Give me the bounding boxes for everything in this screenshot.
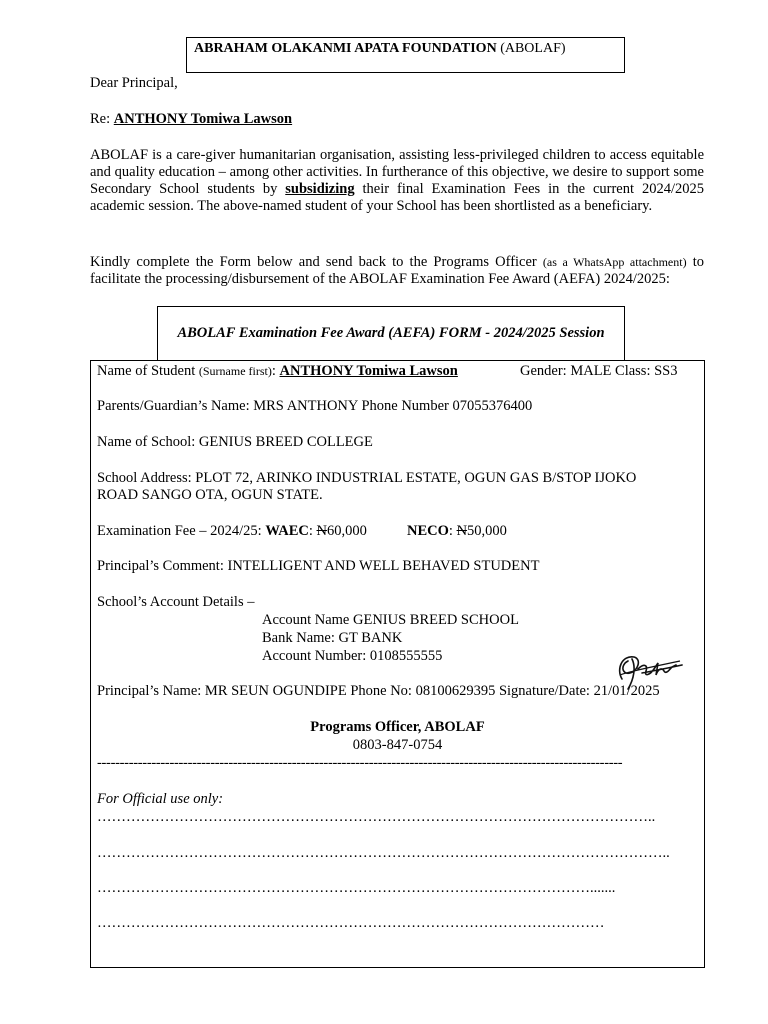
officer-title: Programs Officer, ABOLAF [310, 719, 485, 735]
neco-separator: : [448, 523, 457, 539]
form-box [90, 360, 705, 968]
salutation: Dear Principal, [90, 75, 178, 91]
account-number: Account Number: 0108555555 [262, 648, 443, 664]
instruction-note: (as a WhatsApp attachment) [542, 255, 687, 269]
intro-paragraph [90, 147, 704, 215]
instruction-text-start: Kindly complete the Form below and send back to the Programs Officer [90, 254, 543, 270]
exam-fee-row [97, 523, 367, 540]
org-abbr: (ABOLAF) [500, 41, 566, 56]
neco-label: NECO [407, 523, 449, 539]
student-name-hint: (Surname first) [198, 364, 272, 378]
divider: -------------------------------------------------------------------------------------------------------------------- [97, 755, 623, 771]
neco-naira-sign: N [456, 523, 468, 539]
intro-text-start: ABOLAF is a care-giver humanitarian organisation, assisting less-privileged children to access equitable and quality education – among other activities. In furtherance of this objective, we desire to support some Secondary School students by [90, 147, 704, 197]
principal-comment: Principal’s Comment: INTELLIGENT AND WELL BEHAVED STUDENT [97, 558, 540, 574]
form-title-box [157, 306, 625, 360]
waec-naira-sign: N [316, 523, 327, 539]
waec-amount: 60,000 [327, 523, 367, 539]
student-name-value: ANTHONY Tomiwa Lawson [279, 363, 458, 379]
official-line-2: ……………………………………………………………………………………………………….. [97, 845, 670, 861]
official-line-3: …………………………………………………………………………………………....... [97, 880, 616, 896]
school-name-row: Name of School: GENIUS BREED COLLEGE [97, 434, 373, 450]
instruction-paragraph [90, 254, 704, 288]
bank-name: Bank Name: GT BANK [262, 630, 403, 646]
re-student-name: ANTHONY Tomiwa Lawson [113, 111, 293, 127]
account-name: Account Name GENIUS BREED SCHOOL [262, 612, 519, 628]
account-heading: School’s Account Details – [97, 594, 255, 610]
re-label: Re: [90, 111, 114, 127]
school-address-line2: ROAD SANGO OTA, OGUN STATE. [97, 487, 323, 503]
guardian-row: Parents/Guardian’s Name: MRS ANTHONY Phone Number 07055376400 [97, 398, 533, 414]
intro-text-end: their final Examination Fees in the current 2024/2025 academic session. The above-named student of your School has been shortlisted as a beneficiary. [90, 181, 704, 214]
official-line-4: …………………………………………………………………………………………… [97, 915, 605, 931]
waec-label: WAEC [265, 523, 309, 539]
principal-details: Principal’s Name: MR SEUN OGUNDIPE Phone No: 08100629395 Signature/Date: 21/01/2025 [97, 683, 660, 699]
waec-separator: : [308, 523, 317, 539]
neco-amount: 50,000 [467, 523, 507, 539]
form-title: ABOLAF Examination Fee Award (AEFA) FORM - 2024/2025 Session [177, 325, 605, 341]
student-name-label: Name of Student [97, 363, 199, 379]
neco-fee [407, 523, 507, 540]
officer-phone: 0803-847-0754 [352, 737, 443, 753]
re-line [90, 111, 292, 128]
org-name: ABRAHAM OLAKANMI APATA FOUNDATION [194, 41, 497, 56]
official-line-1: …………………………………………………………………………………………………….. [97, 809, 656, 825]
official-use-label: For Official use only: [97, 791, 224, 807]
instruction-text-end: to facilitate the processing/disbursement of the ABOLAF Examination Fee Award (AEFA) 2024/2025: [90, 254, 705, 287]
intro-emphasis: subsidizing [285, 181, 355, 197]
school-address-line1: School Address: PLOT 72, ARINKO INDUSTRIAL ESTATE, OGUN GAS B/STOP IJOKO [97, 470, 637, 486]
student-name-colon: : [271, 363, 280, 379]
exam-fee-label: Examination Fee – 2024/25: [97, 523, 266, 539]
letterhead-box [186, 37, 625, 73]
letterhead-text [194, 40, 566, 57]
gender-class: Gender: MALE Class: SS3 [520, 363, 678, 379]
student-name-row [97, 363, 458, 380]
signature-icon [612, 649, 684, 697]
